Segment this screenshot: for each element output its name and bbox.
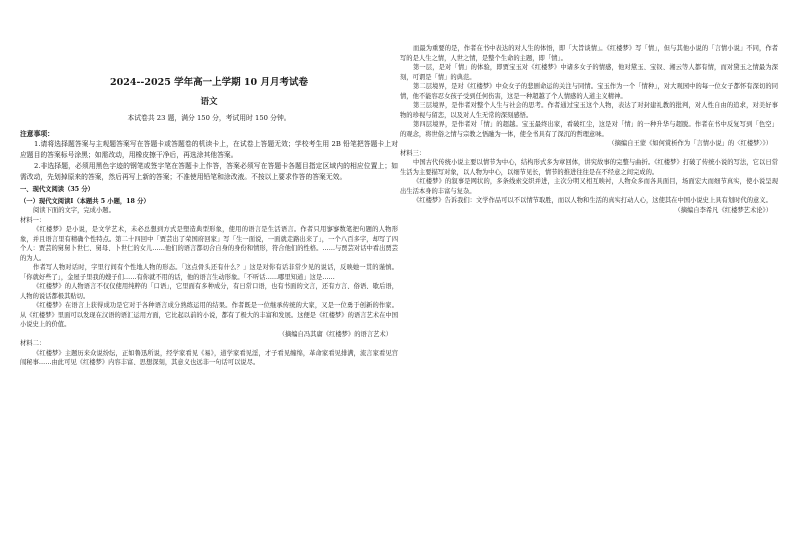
material3-label: 材料三： bbox=[400, 149, 426, 157]
notice-item: 2.非选择题，必须用黑色字迹的钢笔或签字笔在答题卡上作答，答案必须写在答题卡各题目指定区域内的相应位置上；如需改动，先划掉原来的答案，然后再写上新的答案；不准使用铅笔和涂改液。不按以上要求作答的答案无效。 bbox=[20, 162, 398, 181]
material1-label: 材料一： bbox=[20, 216, 46, 224]
notice-list bbox=[20, 139, 398, 183]
material2-paragraph: 第一层，是对「情」的体验，即贾宝玉对《红楼梦》中诸多女子的情感，他对黛玉、宝钗、湘云等人都有情，而对黛玉之情最为深刻，可谓是「情」的典范。 bbox=[400, 64, 778, 81]
material1-paragraph: 《红楼梦》在语言上获得成功是它对于各种语言成分熟练运用的结果。作者既是一位继承传统的大家，又是一位勇于创新的作家。从《红楼梦》里面可以发现在汉语的语汇运用方面，它比起以前的小说，都有了极大的丰富和发展。这便是《红楼梦》的语言艺术在中国小说史上的价值。 bbox=[20, 302, 398, 328]
material2-label: 材料二： bbox=[20, 340, 46, 347]
exam-info: 本试卷共 23 题，满分 150 分，考试用时 150 分钟。 bbox=[127, 114, 291, 122]
material2-source: （摘编自王蒙《如何赏析作为「言情小说」的〈红楼梦〉》） bbox=[608, 140, 772, 147]
material1-paragraph: 作者写人物对话时，字里行间有个性地人物的形态。「这点骨头还有什么？」这是对你有话非常少见的说话，反映她一贯的谨慎。「你就好些了」，金屋子里我的嫂子们……有你就不用的话，他的语言生动形象。「不听话……哪里知道」这是…… bbox=[20, 264, 398, 281]
subject-title: 语文 bbox=[200, 97, 218, 107]
material2-paragraph: 第二层境界，是对《红楼梦》中众女子的悲剧命运的关注与同情。宝玉作为一个「情种」，对大观园中的每一位女子都怀有深切的同情，他不能容忍女孩子受到任何伤害，这是一种超越了个人情感的人道主义精神。 bbox=[400, 83, 778, 100]
instruction: 阅读下面的文字，完成小题。 bbox=[33, 207, 115, 214]
left-column bbox=[20, 44, 398, 368]
material3-paragraph: 《红楼梦》告诉我们：文学作品可以不以情节取胜，而以人物和生活的真实打动人心，这使其在中国小说史上具有划时代的意义。 bbox=[413, 197, 772, 204]
sub-title: （一）现代文阅读Ⅰ（本题共 5 小题，18 分） bbox=[20, 197, 150, 205]
material2-paragraph: 第四层境界，是作者对「情」的超越。宝玉最终出家，看破红尘，这是对「情」的一种升华与超脱。作者在书中反复写到「色空」的观念，将世俗之情与宗教之悟融为一体，使全书具有了深沉的哲理意味。 bbox=[400, 121, 778, 138]
part-title: 一、现代文阅读（35 分） bbox=[20, 186, 94, 193]
material1-paragraph: 《红楼梦》的人物语言不仅仅使用纯粹的「口语」，它里面有多种成分，有日常口语，也有书面的文言，还有方言、俗语、歇后语，人物的说话都极其贴切。 bbox=[20, 283, 398, 300]
notice-item: 1.请将选择题答案与主观题答案写在答题卡或答题卷的机读卡上，在试卷上答题无效；学校考生用 2B 铅笔把答题卡上对应题目的答案标号涂黑；如需改动，用橡皮擦干净后，再选涂其他答案。 bbox=[20, 140, 398, 159]
material2-paragraph: 《红楼梦》主题历来众说纷纭，正如鲁迅所说，经学家看见《易》，道学家看见淫，才子看见缠绵，革命家看见排满，流言家看见宫闱秘事……由此可见《红楼梦》内容丰富、思想深刻，其意义也远非一句话可以说尽。 bbox=[20, 349, 398, 366]
notice-label: 注意事项： bbox=[20, 129, 54, 138]
material3-source: （摘编自李希凡《红楼梦艺术论》） bbox=[674, 206, 772, 214]
material1-source: （摘编自冯其庸《红楼梦》的语言艺术） bbox=[278, 330, 392, 338]
material3-paragraph: 中国古代传统小说主要以情节为中心，结构形式多为章回体，讲究故事的完整与曲折。《红楼梦》打破了传统小说的写法，它以日常生活为主要描写对象，以人物为中心，以细节见长，情节的推进往往是在不经意之间完成的。 bbox=[400, 159, 778, 176]
material2-paragraph: 第三层境界，是作者对整个人生与社会的思考。作者通过宝玉这个人物，表达了对封建礼教的批判，对人性自由的追求，对美好事物的珍视与留恋，以及对人生无常的深刻感悟。 bbox=[400, 102, 778, 119]
material3-paragraph: 《红楼梦》的叙事是网状的，多条线索交织并进，主次分明又相互映衬，人物众多而各具面目，场面宏大而细节真实，使小说呈现出生活本身的丰富与复杂。 bbox=[400, 178, 778, 195]
exam-title: 2024--2025 学年高一上学期 10 月月考试卷 bbox=[110, 77, 308, 88]
material2-paragraph: 而最为重要的是，作者在书中表达的对人生的体悟，即「大旨谈情」。《红楼梦》写「情」，但与其他小说的「言情小说」不同，作者写的是人生之情，人世之情，是整个生命的主题，即「情」。 bbox=[400, 45, 778, 62]
right-column bbox=[400, 44, 778, 215]
material1-paragraph: 《红楼梦》是小说，是文学艺术，未必总想到方式是塑造典型形象，使用的语言是生活语言。作者只用寥寥数笔把句题的人物形象，并且语言里有精确个性特点。第二十四回中「贾芸出了荣国府回家」写「生一面说，一面就走路出来了」，一个八百多字，却写了四个人：贾芸的舅舅卜世仁、舅母、卜世仁的女儿……他们的语言都切合自身的身份和情形，符合他们的性格。……与贾芸对话中看出贾芸的为人。 bbox=[20, 226, 398, 262]
